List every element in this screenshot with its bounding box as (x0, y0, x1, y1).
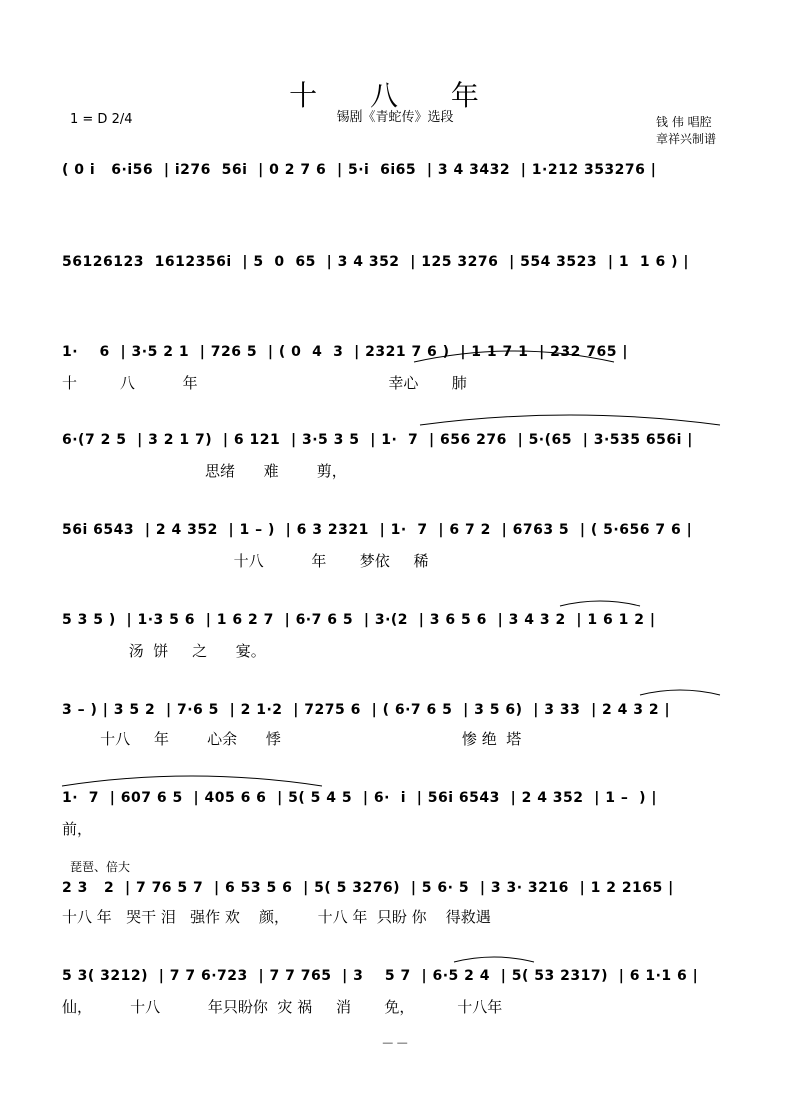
notes-line-6: 5 3 5 ) | 1·3 5 6 | 1 6 2 7 | 6·7 6 5 | 3·(2 | 3 6 5 6 | 3 4 3 2 | 1 6 1 2 | (62, 612, 656, 628)
credit-singer: 钱 伟 唱腔 (656, 115, 712, 129)
slur-line-3 (414, 351, 614, 362)
subtitle: 锡剧《青蛇传》选段 (336, 110, 454, 125)
page-number: — — (382, 1036, 408, 1049)
lyrics-line-5: 十八 年 梦依 稀 (62, 552, 429, 570)
lyrics-line-6: 汤 饼 之 宴。 (62, 642, 266, 660)
notes-line-1: ( 0 i 6·i56 | i276 56i | 0 2 7 6 | 5·i 6i65 | 3 4 3432 | 1·212 353276 | (62, 162, 657, 178)
credit-arranger: 章祥兴制谱 (656, 132, 717, 146)
lyrics-line-4: 思绪 难 剪， (62, 462, 347, 480)
slur-line-8 (62, 776, 322, 786)
lyrics-line-7: 十八 年 心余 悸 惨 绝 塔 (62, 730, 522, 748)
page-title: 十 八 年 (289, 79, 501, 112)
key-signature-text: 1 = D 2/4 (70, 112, 133, 127)
instrument-annotation: 琵琶、倍大 (70, 860, 131, 874)
slur-line-6 (560, 601, 640, 606)
lyrics-line-9: 十八 年 哭干 泪 强作 欢 颜， 十八 年 只盼 你 得救遇 (62, 908, 491, 926)
slur-line-4 (420, 415, 720, 425)
slur-line-7 (640, 690, 720, 695)
notes-line-10: 5 3( 3212) | 7 7 6·723 | 7 7 765 | 3 5 7 | 6·5 2 4 | 5( 53 2317) | 6 1·1 6 | (62, 968, 699, 984)
lyrics-line-8: 前， (62, 820, 93, 838)
lyrics-line-3: 十 八 年 幸心 肺 (62, 374, 467, 392)
notes-line-4: 6·(7 2 5 | 3 2 1 7) | 6 121 | 3·5 3 5 | 1· 7 | 656 276 | 5·(65 | 3·535 656i | (62, 432, 693, 448)
notes-line-5: 56i 6543 | 2 4 352 | 1 – ) | 6 3 2321 | 1· 7 | 6 7 2 | 6763 5 | ( 5·656 7 6 | (62, 522, 693, 538)
lyrics-line-10: 仙， 十八 年只盼你 灾 祸 消 免， 十八年 (62, 998, 503, 1016)
notes-line-8: 1· 7 | 607 6 5 | 405 6 6 | 5( 5 4 5 | 6· i | 56i 6543 | 2 4 352 | 1 – ) | (62, 790, 658, 806)
notes-line-9: 2 3 2 | 7 76 5 7 | 6 53 5 6 | 5( 5 3276) | 5 6· 5 | 3 3· 3216 | 1 2 2165 | (62, 880, 674, 896)
notes-line-2: 56126123 1612356i | 5 0 65 | 3 4 352 | 125 3276 | 554 3523 | 1 1 6 ) | (62, 254, 689, 270)
notes-line-7: 3 – ) | 3 5 2 | 7·6 5 | 2 1·2 | 7275 6 | ( 6·7 6 5 | 3 5 6) | 3 33 | 2 4 3 2 | (62, 702, 671, 718)
notes-line-3: 1· 6 | 3·5 2 1 | 726 5 | ( 0 4 3 | 2321 7 6 ) | 1 1 7 1 | 232 765 | (62, 344, 628, 360)
slur-line-10 (454, 957, 534, 962)
